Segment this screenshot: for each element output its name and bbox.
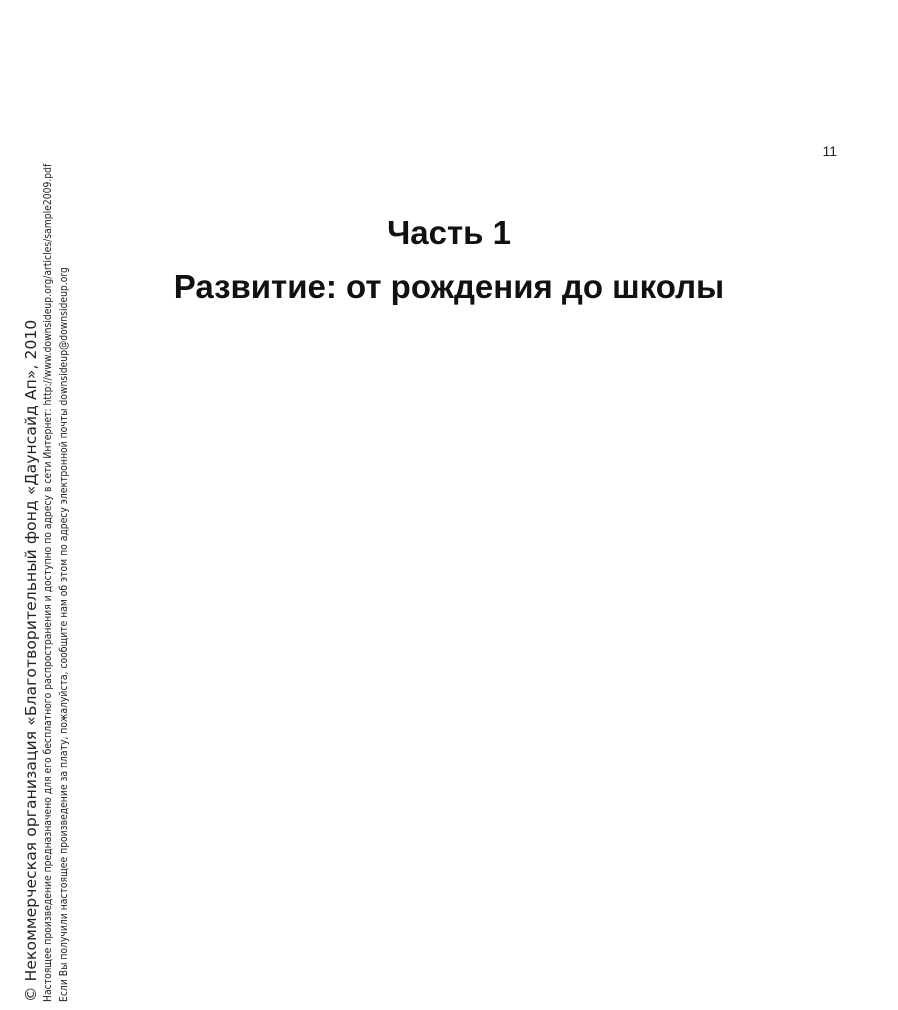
payment-notice-line: Если Вы получили настоящее произведение за плату, пожалуйста, сообщите нам об этом по адресу электронной почты downsideup@downsideup.org: [58, 267, 70, 1002]
part-number-heading: Часть 1: [387, 214, 511, 251]
copyright-notice: [22, 22, 72, 1002]
part-title-heading: Развитие: от рождения до школы: [173, 268, 725, 305]
license-line: Настоящее произведение предназначено для его бесплатного распространения и доступно по адресу в сети Интернет: http://www.downsideup.org/articles/sample2009.pdf: [42, 163, 54, 1002]
page-number: 11: [822, 143, 837, 159]
copyright-line: © Некоммерческая организация «Благотворительный фонд «Даунсайд Ап», 2010: [22, 319, 40, 1002]
